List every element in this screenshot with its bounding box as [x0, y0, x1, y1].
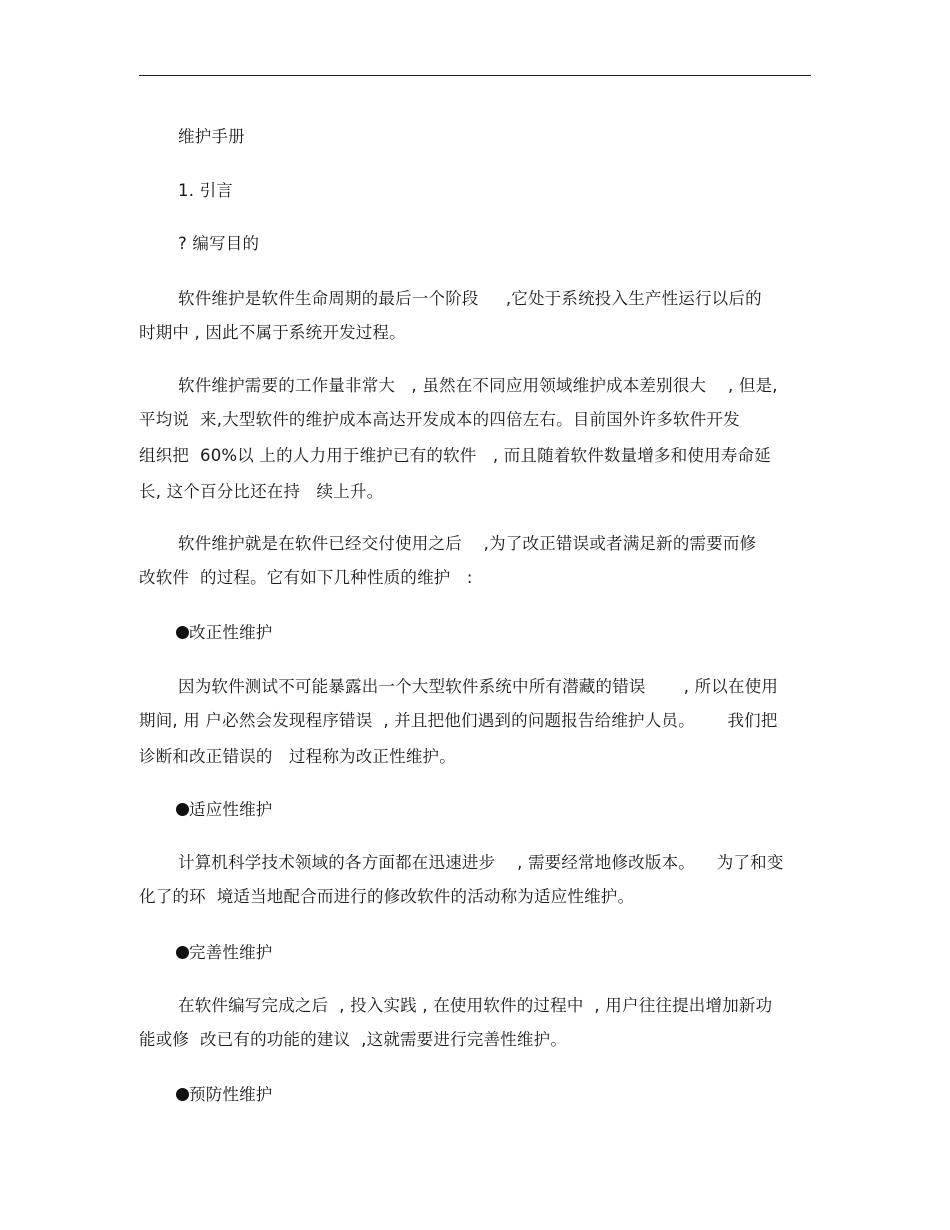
bullet-perfective — [176, 943, 273, 963]
bullet-dot-icon — [176, 946, 189, 959]
paragraph-5-line-2: 化了的环 境适当地配合而进行的修改软件的活动称为适应性维护。 — [139, 887, 635, 906]
document-title: 维护手册 — [178, 127, 245, 146]
paragraph-4-line-1: 因为软件测试不可能暴露出一个大型软件系统中所有潜藏的错误 , 所以在使用 — [178, 677, 779, 696]
bullet-corrective-label: 改正性维护 — [189, 623, 273, 642]
paragraph-2-line-2: 平均说 来,大型软件的维护成本高达开发成本的四倍左右。目前国外许多软件开发 — [139, 410, 740, 429]
paragraph-6-line-2: 能或修 改已有的功能的建议 ,这就需要进行完善性维护。 — [139, 1030, 568, 1049]
bullet-dot-icon — [176, 626, 189, 639]
section-heading: 1. 引言 — [178, 181, 233, 200]
paragraph-1-line-1: 软件维护是软件生命周期的最后一个阶段 ,它处于系统投入生产性运行以后的 — [178, 289, 762, 308]
subsection-heading: ? 编写目的 — [178, 234, 260, 253]
paragraph-5-line-1: 计算机科学技术领域的各方面都在迅速进步 , 需要经常地修改版本。 为了和变 — [178, 853, 784, 872]
bullet-adaptive-label: 适应性维护 — [189, 800, 273, 819]
bullet-preventive — [176, 1085, 273, 1105]
paragraph-2-line-1: 软件维护需要的工作量非常大 , 虽然在不同应用领域维护成本差别很大 , 但是, — [178, 376, 778, 395]
paragraph-4-line-2: 期间, 用 户必然会发现程序错误 , 并且把他们遇到的问题报告给维护人员。 我们把 — [139, 711, 778, 730]
paragraph-4-line-3: 诊断和改正错误的 过程称为改正性维护。 — [139, 747, 456, 766]
bullet-dot-icon — [176, 803, 189, 816]
bullet-corrective — [176, 623, 273, 643]
bullet-perfective-label: 完善性维护 — [189, 943, 273, 962]
paragraph-3-line-2: 改软件 的过程。它有如下几种性质的维护 : — [139, 568, 473, 587]
paragraph-3-line-1: 软件维护就是在软件已经交付使用之后 ,为了改正错误或者满足新的需要而修 — [178, 534, 757, 553]
paragraph-6-line-1: 在软件编写完成之后 , 投入实践 , 在使用软件的过程中 , 用户往往提出增加新功 — [178, 996, 773, 1015]
bullet-adaptive — [176, 800, 273, 820]
bullet-dot-icon — [176, 1088, 189, 1101]
bullet-preventive-label: 预防性维护 — [189, 1085, 273, 1104]
header-rule — [139, 75, 811, 76]
paragraph-1-line-2: 时期中 , 因此不属于系统开发过程。 — [139, 323, 406, 342]
paragraph-2-line-3: 组织把 60%以 上的人力用于维护已有的软件 , 而且随着软件数量增多和使用寿命延 — [139, 446, 771, 465]
paragraph-2-line-4: 长, 这个百分比还在持 续上升。 — [139, 482, 384, 501]
